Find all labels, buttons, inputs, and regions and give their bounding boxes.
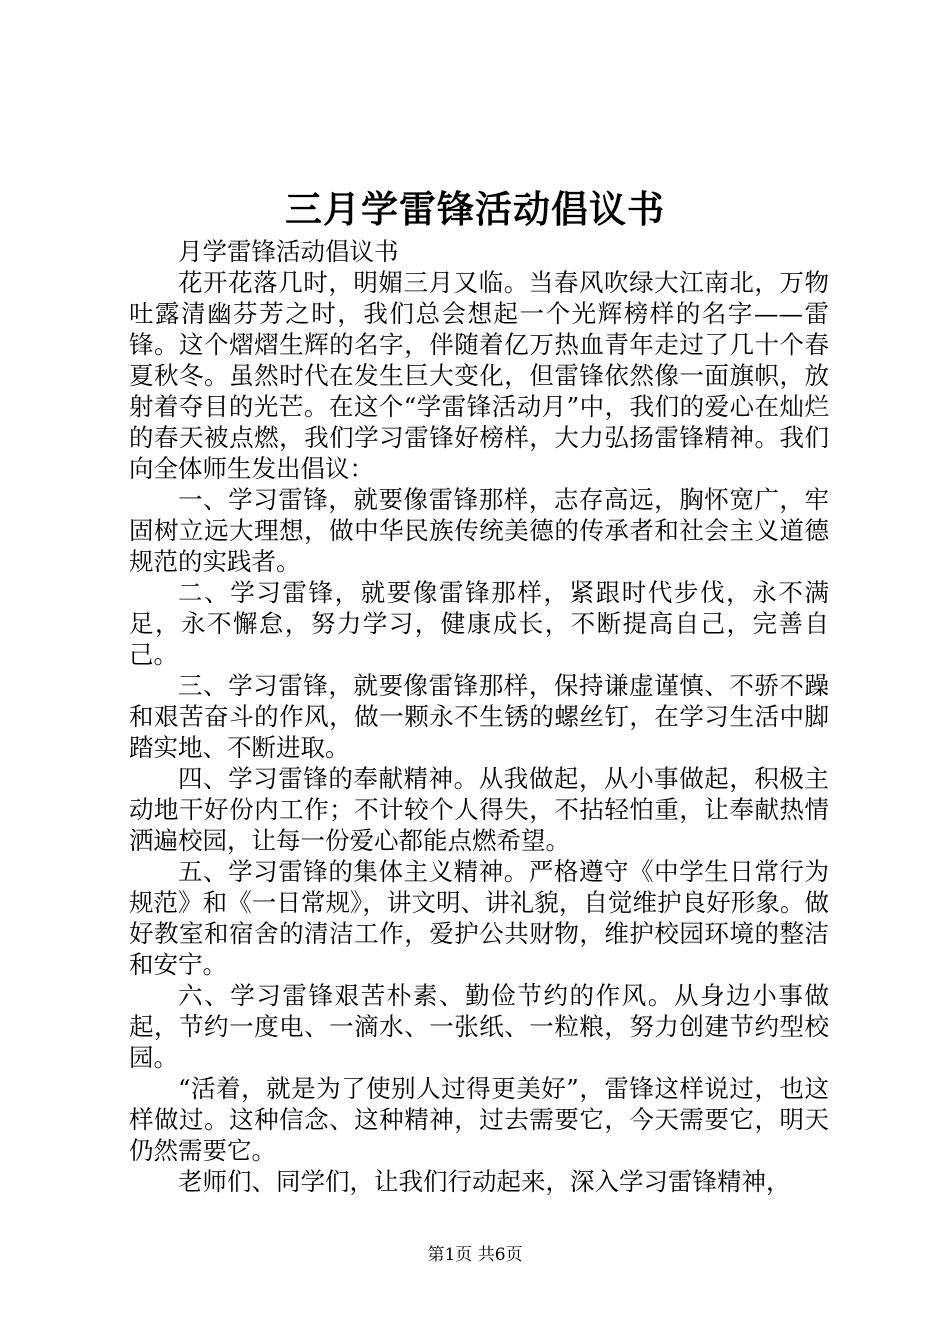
paragraph-item-5: 五、学习雷锋的集体主义精神。严格遵守《中学生日常行为规范》和《一日常规》，讲文明、讲礼貌，自觉维护良好形象。做好教室和宿舍的清洁工作，爱护公共财物，维护校园环境的整洁和安宁。	[129, 857, 829, 979]
paragraph-item-1: 一、学习雷锋，就要像雷锋那样，志存高远，胸怀宽广，牢固树立远大理想，做中华民族传统美德的传承者和社会主义道德规范的实践者。	[129, 485, 829, 576]
paragraph-item-2: 二、学习雷锋，就要像雷锋那样，紧跟时代步伐，永不满足，永不懈怠，努力学习，健康成长，不断提高自己，完善自己。	[129, 578, 829, 669]
document-title: 三月学雷锋活动倡议书	[285, 187, 665, 231]
paragraph-quote: “活着，就是为了使别人过得更美好”，雷锋这样说过，也这样做过。这种信念、这种精神，过去需要它，今天需要它，明天仍然需要它。	[129, 1074, 829, 1165]
paragraph-intro: 花开花落几时，明媚三月又临。当春风吹绿大江南北，万物吐露清幽芬芳之时，我们总会想起一个光辉榜样的名字——雷锋。这个熠熠生辉的名字，伴随着亿万热血青年走过了几十个春夏秋冬。虽然时代在发生巨大变化，但雷锋依然像一面旗帜，放射着夺目的光芒。在这个“学雷锋活动月”中，我们的爱心在灿烂的春天被点燃，我们学习雷锋好榜样，大力弘扬雷锋精神。我们向全体师生发出倡议：	[129, 268, 829, 483]
paragraph-subtitle: 月学雷锋活动倡议书	[178, 237, 399, 266]
paragraph-closing: 老师们、同学们，让我们行动起来，深入学习雷锋精神，	[178, 1167, 791, 1196]
page-number-footer: 第1页 共6页	[427, 1245, 523, 1265]
paragraph-item-4: 四、学习雷锋的奉献精神。从我做起，从小事做起，积极主动地干好份内工作；不计较个人得失，不拈轻怕重，让奉献热情洒遍校园，让每一份爱心都能点燃希望。	[129, 764, 829, 855]
document-body	[129, 236, 829, 1197]
paragraph-item-3: 三、学习雷锋，就要像雷锋那样，保持谦虚谨慎、不骄不躁和艰苦奋斗的作风，做一颗永不生锈的螺丝钉，在学习生活中脚踏实地、不断进取。	[129, 671, 829, 762]
paragraph-item-6: 六、学习雷锋艰苦朴素、勤俭节约的作风。从身边小事做起，节约一度电、一滴水、一张纸、一粒粮，努力创建节约型校园。	[129, 981, 829, 1072]
